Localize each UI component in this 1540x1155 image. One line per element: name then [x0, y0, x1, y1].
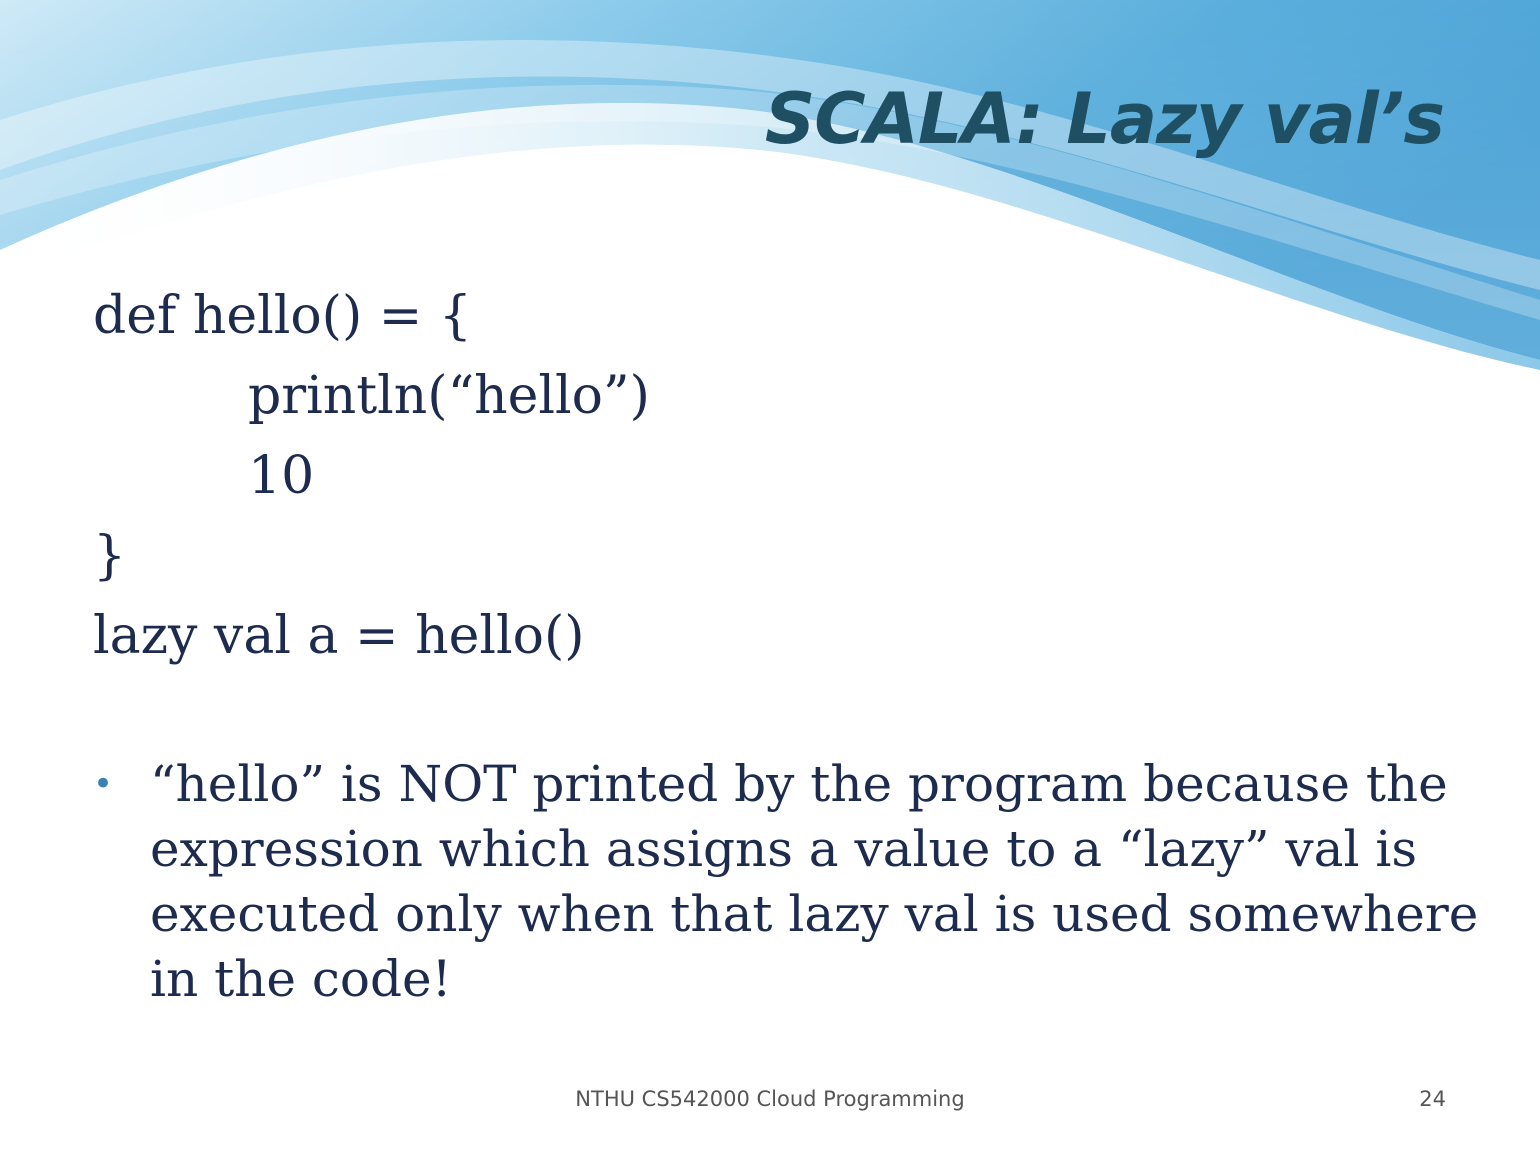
- code-block: [93, 276, 650, 676]
- footer-text: NTHU CS542000 Cloud Programming: [575, 1087, 965, 1111]
- slide-title: SCALA: Lazy val’s: [764, 78, 1444, 160]
- bullet-list: [93, 752, 1483, 1012]
- code-line: }: [93, 526, 127, 586]
- code-line: println(“hello”): [248, 366, 650, 426]
- bullet-item: [93, 752, 1483, 1012]
- code-line: lazy val a = hello(): [93, 606, 585, 666]
- code-line: def hello() = {: [93, 286, 472, 346]
- code-line: 10: [248, 446, 315, 506]
- page-number: 24: [1419, 1087, 1446, 1111]
- bullet-text: “hello” is NOT printed by the program because the expression which assigns a value to a “lazy” val is executed only when that lazy val is used somewhere in the code!: [150, 755, 1479, 1008]
- bullet-icon: •: [93, 764, 114, 804]
